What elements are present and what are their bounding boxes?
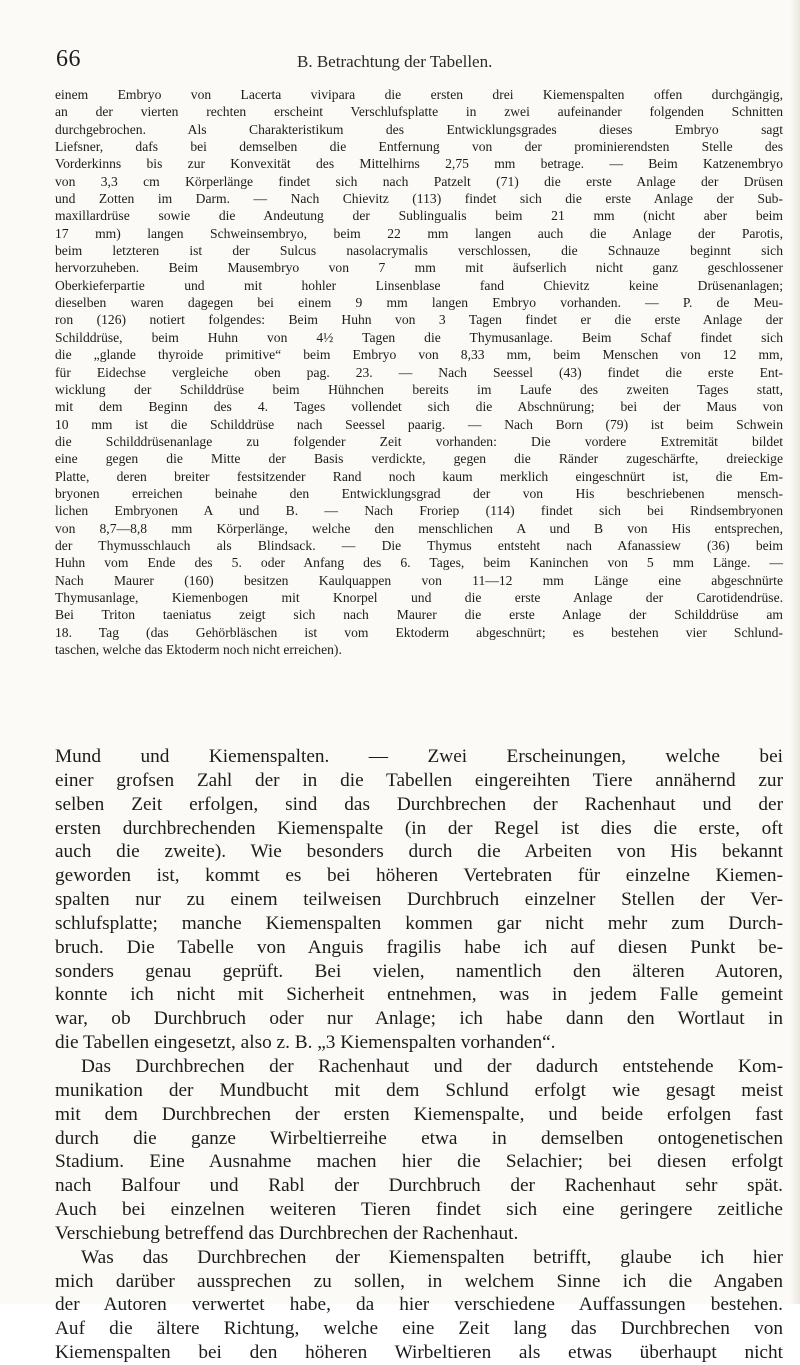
- text-line: Platte, deren breiter festsitzender Rand noch kaum merklich eingeschnürt ist, die Em-: [55, 468, 783, 484]
- page-number: 66: [56, 46, 81, 72]
- footnote-paragraph: [55, 86, 783, 658]
- text-line: Huhn vom Ende des 5. oder Anfang des 6. Tages, beim Kaninchen von 5 mm Länge. —: [55, 555, 783, 571]
- text-line: der Thymusschlauch als Blindsack. — Die Thymus entsteht nach Afanassiew (36) beim: [55, 537, 783, 553]
- text-line: maxillardrüse sowie die Andeutung der Sublingualis beim 21 mm (nicht aber beim: [55, 208, 783, 224]
- text-line: mit dem Beginn des 4. Tages vollendet sich die Abschnürung; bei der Maus von: [55, 399, 783, 415]
- text-line: spalten nur zu einem teilweisen Durchbruch einzelner Stellen der Ver-: [55, 889, 783, 911]
- text-line: sonders genau geprüft. Bei vielen, namentlich den älteren Autoren,: [55, 960, 783, 982]
- text-line: auch die zweite). Wie besonders durch die Arbeiten von His bekannt: [55, 841, 783, 863]
- text-line: Verschiebung betreffend das Durchbrechen der Rachenhaut.: [55, 1222, 519, 1244]
- text-line: Thymusanlage, Kiemenbogen mit Knorpel und die erste Anlage der Carotidendrüse.: [55, 589, 783, 605]
- text-line: dieselben waren dagegen bei einem 9 mm langen Embryo vorhanden. — P. de Meu-: [55, 295, 783, 311]
- text-line: 18. Tag (das Gehörbläschen ist vom Ektoderm abgeschnürt; es bestehen vier Schlund-: [55, 624, 783, 640]
- text-line: bruch. Die Tabelle von Anguis fragilis habe ich auf diesen Punkt be-: [55, 936, 783, 958]
- text-line: bryonen erreichen beinahe den Entwicklungsgrad der von His beschriebenen mensch-: [55, 485, 783, 501]
- text-line: eine gegen die Mitte der Basis verdickte, gegen die Ränder zugeschärfte, dreieckige: [55, 451, 783, 467]
- text-line: einem Embryo von Lacerta vivipara die ersten drei Kiemenspalten offen durchgängig,: [55, 87, 783, 102]
- text-line: Nach Maurer (160) besitzen Kaulquappen von 11—12 mm Länge eine abgeschnürte: [55, 572, 783, 588]
- text-line: die Tabellen eingesetzt, also z. B. „3 Kiemenspalten vorhanden“.: [55, 1032, 556, 1054]
- text-line: lichen Embryonen A und B. — Nach Froriep (114) findet sich bei Rindsembryonen: [55, 503, 783, 519]
- text-line: Oberkieferpartie und mit hohler Linsenblase fand Chievitz keine Drüsenanlagen;: [55, 277, 783, 293]
- text-line: 17 mm) langen Schweinsembryo, beim 22 mm langen auch die Anlage der Parotis,: [55, 225, 783, 241]
- body-text: [55, 745, 783, 1365]
- text-line: für Eidechse vergleiche oben pag. 23. — Nach Seessel (43) findet die erste Ent-: [55, 364, 783, 380]
- text-line: der Autoren verwertet habe, da hier verschiedene Auffassungen bestehen.: [55, 1294, 783, 1316]
- text-line: mich darüber aussprechen zu sollen, in welchem Sinne ich die Angaben: [55, 1270, 783, 1292]
- text-line: durchgebrochen. Als Charakteristikum des Entwicklungsgrades dieses Embryo sagt: [55, 121, 783, 137]
- text-line: konnte ich nicht mit Sicherheit entnehmen, was in jedem Falle gemeint: [55, 984, 783, 1006]
- text-line: Bei Triton taeniatus zeigt sich nach Maurer die erste Anlage der Schilddrüse am: [55, 607, 783, 623]
- text-line: Schilddrüse, beim Huhn von 4½ Tagen die Thymusanlage. Beim Schaf findet sich: [55, 329, 783, 345]
- text-line: wicklung der Schilddrüse beim Hühnchen bereits im Laufe des zweiten Tages statt,: [55, 381, 783, 397]
- text-line: und Zotten im Darm. — Nach Chievitz (113) findet sich die erste Anlage der Sub-: [55, 191, 783, 207]
- text-line: Stadium. Eine Ausnahme machen hier die Selachier; bei diesen erfolgt: [55, 1151, 783, 1173]
- text-line: Kiemenspalten bei den höheren Wirbeltieren als etwas überhaupt nicht: [55, 1342, 783, 1364]
- text-line: taschen, welche das Ektoderm noch nicht erreichen).: [55, 642, 342, 657]
- text-line: Das Durchbrechen der Rachenhaut und der dadurch entstehende Kom-: [81, 1055, 783, 1077]
- text-line: 10 mm ist die Schilddrüse nach Seessel paarig. — Nach Born (79) ist beim Schwein: [55, 416, 783, 432]
- text-line: schlufsplatte; manche Kiemenspalten kommen gar nicht mehr zum Durch-: [55, 912, 783, 934]
- text-line: Liefsner, dafs bei demselben die Entfernung von der prominierendsten Stelle des: [55, 139, 783, 155]
- text-line: selben Zeit erfolgen, sind das Durchbrechen der Rachenhaut und der: [55, 793, 783, 815]
- text-line: Was das Durchbrechen der Kiemenspalten betrifft, glaube ich hier: [81, 1246, 783, 1268]
- text-line: ersten durchbrechenden Kiemenspalte (in der Regel ist dies die erste, oft: [55, 817, 783, 839]
- text-line: von 3,3 cm Körperlänge findet sich nach Patzelt (71) die erste Anlage der Drüsen: [55, 173, 783, 189]
- text-line: Mund und Kiemenspalten. — Zwei Erscheinungen, welche bei: [55, 746, 783, 767]
- text-line: nach Balfour und Rabl der Durchbruch der Rachenhaut sehr spät.: [55, 1175, 783, 1197]
- text-line: Auch bei einzelnen weiteren Tieren findet sich eine geringere zeitliche: [55, 1199, 783, 1221]
- text-line: einer grofsen Zahl der in die Tabellen eingereihten Tiere annähernd zur: [55, 769, 783, 791]
- text-line: an der vierten rechten erscheint Verschlufsplatte in zwei aufeinander folgenden Schnitten: [55, 104, 783, 120]
- text-line: ron (126) notiert folgendes: Beim Huhn von 3 Tagen findet er die erste Anlage der: [55, 312, 783, 328]
- page-edge: [790, 0, 800, 1304]
- text-line: beim letzteren ist der Sulcus nasolacrymalis verschlossen, die Schnauze beginnt sich: [55, 243, 783, 259]
- text-line: munikation der Mundbucht mit dem Schlund erfolgt wie gesagt meist: [55, 1079, 783, 1101]
- text-line: durch die ganze Wirbeltierreihe etwa in demselben ontogenetischen: [55, 1127, 783, 1149]
- text-line: Vorderkinns bis zur Konvexität des Mittelhirns 2,75 mm betrage. — Beim Katzenembryo: [55, 156, 783, 172]
- text-line: geworden ist, kommt es bei höheren Vertebraten für einzelne Kiemen-: [55, 865, 783, 887]
- text-line: Auf die ältere Richtung, welche eine Zeit lang das Durchbrechen von: [55, 1318, 783, 1340]
- text-line: die Schilddrüsenanlage zu folgender Zeit vorhanden: Die vordere Extremität bildet: [55, 433, 783, 449]
- text-line: von 8,7—8,8 mm Körperlänge, welche den menschlichen A und B von His entsprechen,: [55, 520, 783, 536]
- text-line: die „glande thyroide primitive“ beim Embryo von 8,33 mm, beim Menschen von 12 mm,: [55, 347, 783, 363]
- text-line: hervorzuheben. Beim Mausembryo von 7 mm mit äufserlich nicht ganz geschlossener: [55, 260, 783, 276]
- running-head: B. Betrachtung der Tabellen.: [297, 52, 493, 71]
- text-line: war, ob Durchbruch oder nur Anlage; ich habe dann den Wortlaut in: [55, 1008, 783, 1030]
- text-line: mit dem Durchbrechen der ersten Kiemenspalte, und beide erfolgen fast: [55, 1103, 783, 1125]
